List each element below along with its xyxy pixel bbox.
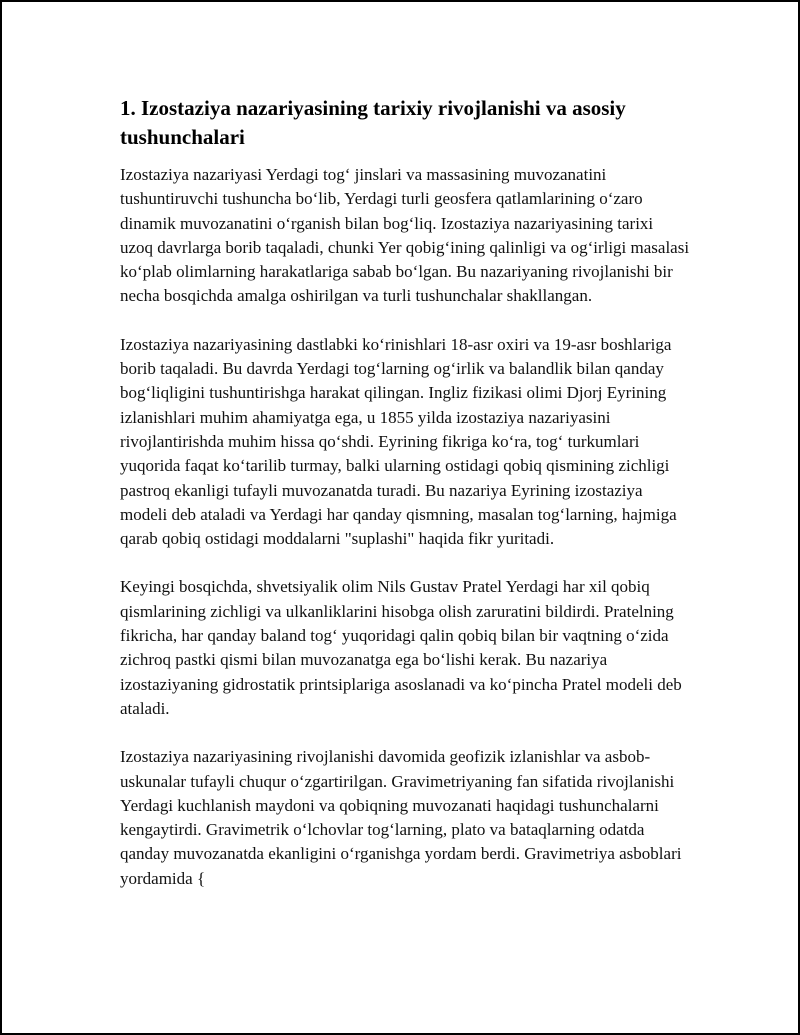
paragraph-4: Izostaziya nazariyasining rivojlanishi davomida geofizik izlanishlar va asbob-uskunalar tufayli chuqur o‘zgartirilgan. Gravimetriyaning fan sifatida rivojlanishi Yerdagi kuchlanish maydoni va qobiqning muvozanati haqidagi tushunchalarni kengaytirdi. Gravimetrik o‘lchovlar tog‘larning, plato va bataqlarning odatda qanday muvozanatda ekanligini o‘rganishga yordam berdi. Gravimetriya asboblari yordamida { [120,747,682,888]
document-title: 1. Izostaziya nazariyasining tarixiy rivojlanishi va asosiy tushunchalari [120,96,626,149]
document-body [120,94,690,915]
paragraph-3: Keyingi bosqichda, shvetsiyalik olim Nils Gustav Pratel Yerdagi har xil qobiq qismlarining zichligi va ulkanliklarini hisobga olish zaruratini bildirdi. Pratelning fikricha, har qanday baland tog‘ yuqoridagi qalin qobiq bilan bir vaqtning o‘zida zichroq pastki qismi bilan muvozanatga ega bo‘lishi kerak. Bu nazariya izostaziyaning gidrostatik printsiplariga asoslanadi va ko‘pincha Pratel modeli deb ataladi. [120,577,682,718]
paragraph-2: Izostaziya nazariyasining dastlabki ko‘rinishlari 18-asr oxiri va 19-asr boshlariga borib taqaladi. Bu davrda Yerdagi tog‘larning og‘irlik va balandlik bilan qanday bog‘liqligini tushuntirishga harakat qilingan. Ingliz fizikasi olimi Djorj Eyrining izlanishlari muhim ahamiyatga ega, u 1855 yilda izostaziya nazariyasini rivojlantirishda muhim hissa qo‘shdi. Eyrining fikriga ko‘ra, tog‘ turkumlari yuqorida faqat ko‘tarilib turmay, balki ularning ostidagi qobiq qismining zichligi pastroq ekanligi tufayli muvozanatda turadi. Bu nazariya Eyrining izostaziya modeli deb ataladi va Yerdagi har qanday qismning, masalan tog‘larning, hajmiga qarab qobiq ostidagi moddalarni "suplashi" haqida fikr yuritadi. [120,334,677,549]
paragraph-1: Izostaziya nazariyasi Yerdagi tog‘ jinslari va massasining muvozanatini tushuntiruvchi tushuncha bo‘lib, Yerdagi turli geosfera qatlamlarining o‘zaro dinamik muvozanatini o‘rganish bilan bog‘liq. Izostaziya nazariyasining tarixi uzoq davrlarga borib taqaladi, chunki Yer qobig‘ining qalinligi va og‘irligi masalasi ko‘plab olimlarning harakatlariga sabab bo‘lgan. Bu nazariyaning rivojlanishi bir necha bosqichda amalga oshirilgan va turli tushunchalar shakllangan. [120,165,690,306]
